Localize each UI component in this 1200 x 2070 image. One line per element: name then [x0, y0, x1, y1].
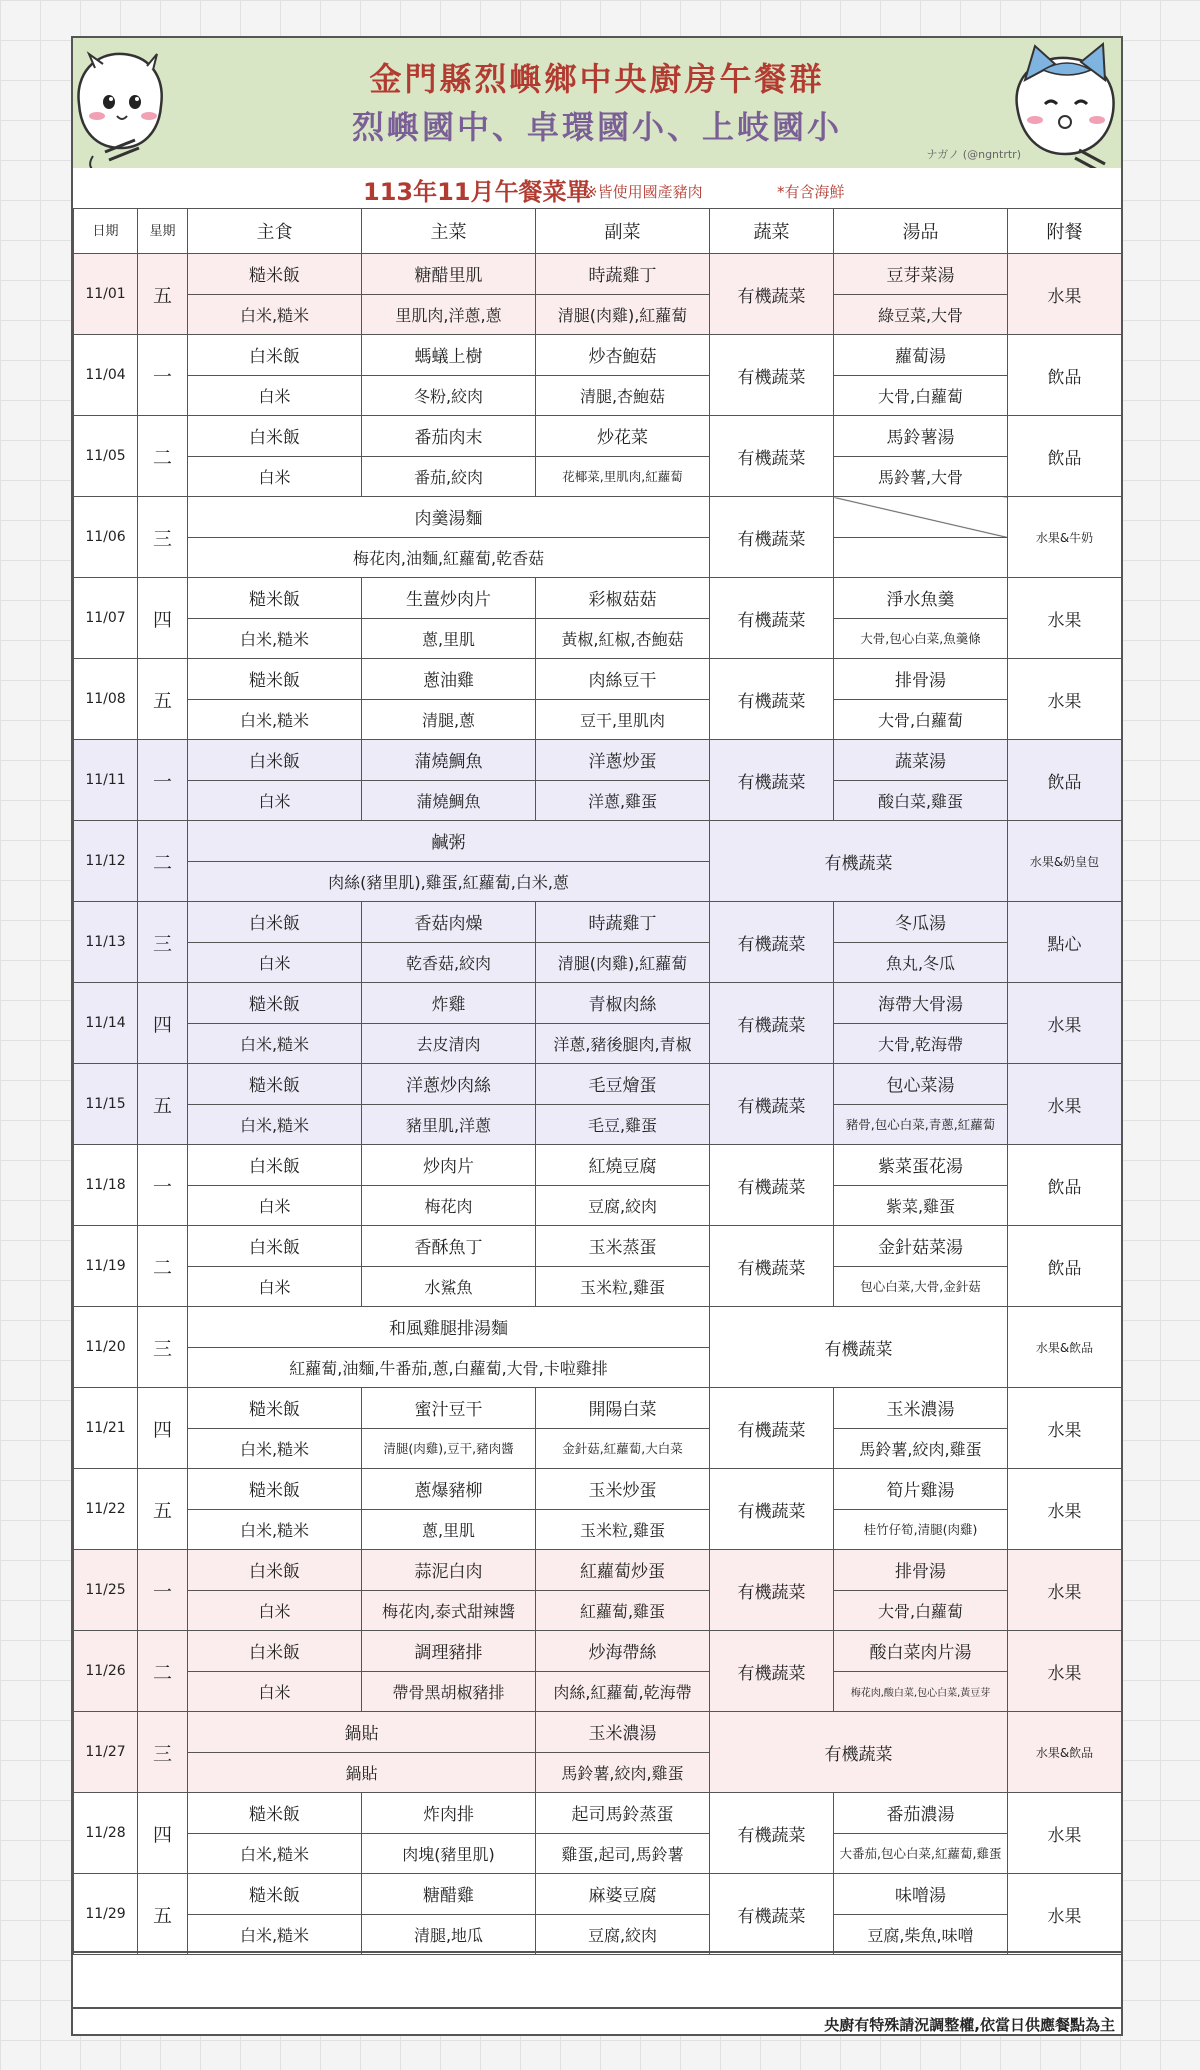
- side-dish-ingredients: 洋蔥,豬後腿肉,青椒: [536, 1023, 710, 1064]
- combined-dish-ingredients: 肉絲(豬里肌),雞蛋,紅蘿蔔,白米,蔥: [188, 861, 710, 902]
- staple-ingredients: 白米: [188, 1185, 362, 1226]
- extra-item: 水果&奶皇包: [1008, 821, 1122, 902]
- staple-ingredients: 白米: [188, 375, 362, 416]
- menu-row-ingredients: [74, 375, 1122, 416]
- veg-dish: 有機蔬菜: [710, 578, 834, 659]
- main-dish-ingredients: 蒲燒鯛魚: [362, 780, 536, 821]
- title-line1: 金門縣烈嶼鄉中央廚房午餐群: [369, 60, 825, 98]
- side-dish: 肉絲豆干: [536, 659, 710, 700]
- menu-row: [74, 1307, 1122, 1348]
- main-dish: 糖醋雞: [362, 1874, 536, 1915]
- soup-dish: 排骨湯: [834, 1550, 1008, 1591]
- staple-dish: 白米飯: [188, 1226, 362, 1267]
- extra-item: 飲品: [1008, 416, 1122, 497]
- extra-item: 水果&飲品: [1008, 1307, 1122, 1388]
- extra-item: 水果: [1008, 659, 1122, 740]
- combined-dish: 鍋貼: [188, 1712, 536, 1753]
- staple-ingredients: 白米: [188, 1590, 362, 1631]
- combined-dish-ingredients: 紅蘿蔔,油麵,牛番茄,蔥,白蘿蔔,大骨,卡啦雞排: [188, 1347, 710, 1388]
- menu-row-ingredients: [74, 780, 1122, 821]
- day-date: 11/22: [74, 1469, 138, 1550]
- side-dish: 紅蘿蔔炒蛋: [536, 1550, 710, 1591]
- menu-row-ingredients: [74, 1509, 1122, 1550]
- side-dish: 麻婆豆腐: [536, 1874, 710, 1915]
- soup-dish: 味噌湯: [834, 1874, 1008, 1915]
- soup-dish: 馬鈴薯湯: [834, 416, 1008, 457]
- side-dish: 起司馬鈴蒸蛋: [536, 1793, 710, 1834]
- veg-dish: 有機蔬菜: [710, 1145, 834, 1226]
- main-dish-ingredients: 蔥,里肌: [362, 618, 536, 659]
- main-dish: 調理豬排: [362, 1631, 536, 1672]
- day-of-week: 二: [138, 416, 188, 497]
- side-dish: 炒海帶絲: [536, 1631, 710, 1672]
- staple-dish: 白米飯: [188, 740, 362, 781]
- menu-row: [74, 1550, 1122, 1591]
- side-dish: 玉米蒸蛋: [536, 1226, 710, 1267]
- side-dish-ingredients: 清腿(肉雞),紅蘿蔔: [536, 294, 710, 335]
- main-dish: 蜜汁豆干: [362, 1388, 536, 1429]
- day-of-week: 一: [138, 740, 188, 821]
- staple-ingredients: 白米,糙米: [188, 1914, 362, 1955]
- main-dish: 炸雞: [362, 983, 536, 1024]
- day-date: 11/12: [74, 821, 138, 902]
- main-dish-ingredients: 冬粉,絞肉: [362, 375, 536, 416]
- veg-dish: 有機蔬菜: [710, 1631, 834, 1712]
- staple-ingredients: 白米: [188, 942, 362, 983]
- main-dish-ingredients: 清腿,地瓜: [362, 1914, 536, 1955]
- col-dow: 星期: [138, 209, 188, 254]
- side-dish: 玉米炒蛋: [536, 1469, 710, 1510]
- veg-dish: 有機蔬菜: [710, 740, 834, 821]
- main-dish-ingredients: 蔥,里肌: [362, 1509, 536, 1550]
- soup-ingredients: 梅花肉,酸白菜,包心白菜,黃豆芽: [834, 1671, 1008, 1712]
- staple-dish: 糙米飯: [188, 983, 362, 1024]
- side-dish: 炒杏鮑菇: [536, 335, 710, 376]
- extra-item: 飲品: [1008, 1226, 1122, 1307]
- extra-item: 飲品: [1008, 740, 1122, 821]
- col-extra: 附餐: [1008, 209, 1122, 254]
- main-dish-ingredients: 帶骨黑胡椒豬排: [362, 1671, 536, 1712]
- staple-dish: 糙米飯: [188, 659, 362, 700]
- side-dish: 毛豆燴蛋: [536, 1064, 710, 1105]
- extra-item: 水果: [1008, 1550, 1122, 1631]
- side-dish-ingredients: 豆干,里肌肉: [536, 699, 710, 740]
- menu-row: [74, 1631, 1122, 1672]
- veg-dish: 有機蔬菜: [710, 1226, 834, 1307]
- main-dish: 蔥爆豬柳: [362, 1469, 536, 1510]
- day-date: 11/08: [74, 659, 138, 740]
- day-date: 11/05: [74, 416, 138, 497]
- artist-credit: ナガノ (@ngntrtr): [926, 148, 1021, 161]
- main-dish: 炸肉排: [362, 1793, 536, 1834]
- day-of-week: 五: [138, 1469, 188, 1550]
- main-dish: 番茄肉末: [362, 416, 536, 457]
- side-dish-ingredients: 清腿(肉雞),紅蘿蔔: [536, 942, 710, 983]
- staple-ingredients: 白米,糙米: [188, 699, 362, 740]
- soup-ingredients: 綠豆菜,大骨: [834, 294, 1008, 335]
- side-dish-ingredients: 豆腐,絞肉: [536, 1914, 710, 1955]
- day-date: 11/20: [74, 1307, 138, 1388]
- day-of-week: 四: [138, 578, 188, 659]
- soup-ingredients: 豆腐,柴魚,味噌: [834, 1914, 1008, 1955]
- staple-dish: 糙米飯: [188, 1064, 362, 1105]
- staple-dish: 白米飯: [188, 902, 362, 943]
- side-dish-ingredients: 清腿,杏鮑菇: [536, 375, 710, 416]
- soup-dish: 豆芽菜湯: [834, 254, 1008, 295]
- day-of-week: 四: [138, 983, 188, 1064]
- soup-dish: 筍片雞湯: [834, 1469, 1008, 1510]
- day-of-week: 四: [138, 1388, 188, 1469]
- day-date: 11/19: [74, 1226, 138, 1307]
- side-dish-ingredients: 玉米粒,雞蛋: [536, 1509, 710, 1550]
- soup-empty-cell: [834, 497, 1008, 538]
- combined-dish-ingredients: 鍋貼: [188, 1752, 536, 1793]
- menu-row-ingredients: [74, 942, 1122, 983]
- day-date: 11/11: [74, 740, 138, 821]
- soup-dish: 紫菜蛋花湯: [834, 1145, 1008, 1186]
- seafood-note: *有含海鮮: [777, 183, 845, 201]
- day-of-week: 三: [138, 497, 188, 578]
- veg-dish: 有機蔬菜: [710, 983, 834, 1064]
- menu-row: [74, 821, 1122, 862]
- veg-dish: 有機蔬菜: [710, 1550, 834, 1631]
- staple-ingredients: 白米,糙米: [188, 1509, 362, 1550]
- side-dish-ingredients: 馬鈴薯,絞肉,雞蛋: [536, 1752, 710, 1793]
- side-dish: 時蔬雞丁: [536, 902, 710, 943]
- veg-dish: 有機蔬菜: [710, 659, 834, 740]
- veg-dish: 有機蔬菜: [710, 902, 834, 983]
- veg-dish: 有機蔬菜: [710, 1064, 834, 1145]
- extra-item: 水果: [1008, 254, 1122, 335]
- menu-row-ingredients: [74, 294, 1122, 335]
- day-of-week: 二: [138, 1631, 188, 1712]
- extra-item: 水果: [1008, 1388, 1122, 1469]
- side-dish-ingredients: 豆腐,絞肉: [536, 1185, 710, 1226]
- veg-dish: 有機蔬菜: [710, 497, 834, 578]
- soup-ingredients: 大骨,包心白菜,魚羹條: [834, 618, 1008, 659]
- menu-table: [73, 208, 1122, 1955]
- staple-dish: 糙米飯: [188, 1469, 362, 1510]
- main-dish-ingredients: 番茄,絞肉: [362, 456, 536, 497]
- soup-ingredients: 大番茄,包心白菜,紅蘿蔔,雞蛋: [834, 1833, 1008, 1874]
- side-dish: 炒花菜: [536, 416, 710, 457]
- day-date: 11/26: [74, 1631, 138, 1712]
- staple-ingredients: 白米,糙米: [188, 294, 362, 335]
- side-dish: 玉米濃湯: [536, 1712, 710, 1753]
- soup-dish: 海帶大骨湯: [834, 983, 1008, 1024]
- main-dish: 蒲燒鯛魚: [362, 740, 536, 781]
- side-dish-ingredients: 玉米粒,雞蛋: [536, 1266, 710, 1307]
- menu-row-ingredients: [74, 1104, 1122, 1145]
- side-dish-ingredients: 黃椒,紅椒,杏鮑菇: [536, 618, 710, 659]
- menu-row: [74, 1145, 1122, 1186]
- soup-ingredients: 大骨,乾海帶: [834, 1023, 1008, 1064]
- menu-row-ingredients: [74, 1023, 1122, 1064]
- soup-dish: 酸白菜肉片湯: [834, 1631, 1008, 1672]
- day-of-week: 二: [138, 821, 188, 902]
- soup-ingredients: 魚丸,冬瓜: [834, 942, 1008, 983]
- day-of-week: 三: [138, 902, 188, 983]
- side-dish: 時蔬雞丁: [536, 254, 710, 295]
- staple-dish: 糙米飯: [188, 1793, 362, 1834]
- extra-item: 水果&牛奶: [1008, 497, 1122, 578]
- combined-dish: 鹹粥: [188, 821, 710, 862]
- soup-ingredients: 馬鈴薯,絞肉,雞蛋: [834, 1428, 1008, 1469]
- extra-item: 水果: [1008, 578, 1122, 659]
- main-dish: 炒肉片: [362, 1145, 536, 1186]
- menu-row: [74, 578, 1122, 619]
- staple-dish: 糙米飯: [188, 1874, 362, 1915]
- extra-item: 水果: [1008, 1631, 1122, 1712]
- staple-ingredients: 白米,糙米: [188, 1023, 362, 1064]
- menu-row-ingredients: [74, 537, 1122, 578]
- menu-row-ingredients: [74, 1185, 1122, 1226]
- menu-row-ingredients: [74, 618, 1122, 659]
- veg-dish: 有機蔬菜: [710, 1469, 834, 1550]
- col-side: 副菜: [536, 209, 710, 254]
- day-date: 11/04: [74, 335, 138, 416]
- staple-ingredients: 白米,糙米: [188, 1104, 362, 1145]
- day-of-week: 五: [138, 1064, 188, 1145]
- side-dish: 紅燒豆腐: [536, 1145, 710, 1186]
- day-of-week: 一: [138, 335, 188, 416]
- day-date: 11/06: [74, 497, 138, 578]
- soup-dish: 玉米濃湯: [834, 1388, 1008, 1429]
- soup-ingredients: 紫菜,雞蛋: [834, 1185, 1008, 1226]
- menu-row: [74, 335, 1122, 376]
- menu-row: [74, 1874, 1122, 1915]
- extra-item: 水果: [1008, 1793, 1122, 1874]
- side-dish-ingredients: 雞蛋,起司,馬鈴薯: [536, 1833, 710, 1874]
- soup-ingredients: 桂竹仔筍,清腿(肉雞): [834, 1509, 1008, 1550]
- day-date: 11/28: [74, 1793, 138, 1874]
- main-dish-ingredients: 肉塊(豬里肌): [362, 1833, 536, 1874]
- combined-dish-ingredients: 梅花肉,油麵,紅蘿蔔,乾香菇: [188, 537, 710, 578]
- main-dish: 螞蟻上樹: [362, 335, 536, 376]
- col-staple: 主食: [188, 209, 362, 254]
- col-date: 日期: [74, 209, 138, 254]
- extra-item: 水果: [1008, 1874, 1122, 1955]
- veg-dish: 有機蔬菜: [710, 335, 834, 416]
- day-of-week: 五: [138, 659, 188, 740]
- main-dish: 洋蔥炒肉絲: [362, 1064, 536, 1105]
- veg-dish: 有機蔬菜: [710, 254, 834, 335]
- soup-ingredients: 包心白菜,大骨,金針菇: [834, 1266, 1008, 1307]
- soup-dish: 蔬菜湯: [834, 740, 1008, 781]
- main-dish: 香菇肉燥: [362, 902, 536, 943]
- extra-item: 水果: [1008, 983, 1122, 1064]
- day-date: 11/21: [74, 1388, 138, 1469]
- staple-ingredients: 白米: [188, 456, 362, 497]
- header-banner: [73, 38, 1121, 170]
- soup-ingredients: 大骨,白蘿蔔: [834, 375, 1008, 416]
- menu-sheet: [71, 36, 1123, 2036]
- staple-dish: 白米飯: [188, 1550, 362, 1591]
- menu-row: [74, 740, 1122, 781]
- footer-note: 央廚有特殊請況調整權,依當日供應餐點為主: [824, 2016, 1115, 2034]
- main-dish-ingredients: 清腿,蔥: [362, 699, 536, 740]
- soup-dish: 金針菇菜湯: [834, 1226, 1008, 1267]
- day-of-week: 一: [138, 1550, 188, 1631]
- veg-dish: 有機蔬菜: [710, 416, 834, 497]
- soup-ingredients: 酸白菜,雞蛋: [834, 780, 1008, 821]
- staple-ingredients: 白米,糙米: [188, 1833, 362, 1874]
- main-dish: 糖醋里肌: [362, 254, 536, 295]
- day-of-week: 一: [138, 1145, 188, 1226]
- menu-row-ingredients: [74, 1590, 1122, 1631]
- side-dish: 開陽白菜: [536, 1388, 710, 1429]
- menu-row: [74, 1388, 1122, 1429]
- side-dish-ingredients: 花椰菜,里肌肉,紅蘿蔔: [536, 456, 710, 497]
- main-dish-ingredients: 去皮清肉: [362, 1023, 536, 1064]
- side-dish-ingredients: 毛豆,雞蛋: [536, 1104, 710, 1145]
- menu-row-ingredients: [74, 1428, 1122, 1469]
- extra-item: 水果: [1008, 1064, 1122, 1145]
- main-dish-ingredients: 豬里肌,洋蔥: [362, 1104, 536, 1145]
- extra-item: 水果&飲品: [1008, 1712, 1122, 1793]
- menu-row-ingredients: [74, 1914, 1122, 1955]
- soup-dish: 排骨湯: [834, 659, 1008, 700]
- main-dish-ingredients: 清腿(肉雞),豆干,豬肉醬: [362, 1428, 536, 1469]
- staple-ingredients: 白米,糙米: [188, 618, 362, 659]
- day-date: 11/18: [74, 1145, 138, 1226]
- side-dish: 彩椒菇菇: [536, 578, 710, 619]
- extra-item: 飲品: [1008, 1145, 1122, 1226]
- menu-row-ingredients: [74, 1671, 1122, 1712]
- main-dish-ingredients: 水鯊魚: [362, 1266, 536, 1307]
- menu-row: [74, 1712, 1122, 1753]
- staple-ingredients: 白米: [188, 780, 362, 821]
- day-date: 11/07: [74, 578, 138, 659]
- day-of-week: 三: [138, 1307, 188, 1388]
- side-dish: 青椒肉絲: [536, 983, 710, 1024]
- title-line2: 烈嶼國中、卓環國小、上岐國小: [351, 108, 842, 146]
- day-of-week: 四: [138, 1793, 188, 1874]
- main-dish-ingredients: 乾香菇,絞肉: [362, 942, 536, 983]
- veg-dish: 有機蔬菜: [710, 821, 1008, 902]
- soup-dish: 蘿蔔湯: [834, 335, 1008, 376]
- soup-empty-ingredients: [834, 537, 1008, 578]
- side-dish-ingredients: 金針菇,紅蘿蔔,大白菜: [536, 1428, 710, 1469]
- veg-dish: 有機蔬菜: [710, 1388, 834, 1469]
- menu-row-ingredients: [74, 1266, 1122, 1307]
- day-date: 11/13: [74, 902, 138, 983]
- day-date: 11/01: [74, 254, 138, 335]
- main-dish-ingredients: 里肌肉,洋蔥,蔥: [362, 294, 536, 335]
- pork-note: ※皆使用國產豬肉: [585, 183, 703, 201]
- main-dish: 生薑炒肉片: [362, 578, 536, 619]
- veg-dish: 有機蔬菜: [710, 1307, 1008, 1388]
- soup-ingredients: 大骨,白蘿蔔: [834, 699, 1008, 740]
- menu-row-ingredients: [74, 699, 1122, 740]
- menu-row: [74, 983, 1122, 1024]
- staple-ingredients: 白米: [188, 1266, 362, 1307]
- col-main: 主菜: [362, 209, 536, 254]
- soup-dish: 冬瓜湯: [834, 902, 1008, 943]
- menu-row: [74, 1793, 1122, 1834]
- soup-ingredients: 大骨,白蘿蔔: [834, 1590, 1008, 1631]
- day-of-week: 五: [138, 254, 188, 335]
- side-dish-ingredients: 肉絲,紅蘿蔔,乾海帶: [536, 1671, 710, 1712]
- day-date: 11/25: [74, 1550, 138, 1631]
- main-dish: 蔥油雞: [362, 659, 536, 700]
- staple-dish: 糙米飯: [188, 1388, 362, 1429]
- side-dish-ingredients: 紅蘿蔔,雞蛋: [536, 1590, 710, 1631]
- staple-dish: 糙米飯: [188, 578, 362, 619]
- staple-dish: 白米飯: [188, 1631, 362, 1672]
- menu-row: [74, 1469, 1122, 1510]
- main-dish: 蒜泥白肉: [362, 1550, 536, 1591]
- day-of-week: 五: [138, 1874, 188, 1955]
- menu-row: [74, 416, 1122, 457]
- staple-ingredients: 白米,糙米: [188, 1428, 362, 1469]
- menu-row: [74, 254, 1122, 295]
- col-veg: 蔬菜: [710, 209, 834, 254]
- day-date: 11/15: [74, 1064, 138, 1145]
- day-date: 11/27: [74, 1712, 138, 1793]
- veg-dish: 有機蔬菜: [710, 1793, 834, 1874]
- staple-dish: 白米飯: [188, 1145, 362, 1186]
- menu-row: [74, 497, 1122, 538]
- month-subheader: [73, 168, 1121, 210]
- staple-ingredients: 白米: [188, 1671, 362, 1712]
- menu-row-ingredients: [74, 1833, 1122, 1874]
- combined-dish: 和風雞腿排湯麵: [188, 1307, 710, 1348]
- footer-blank-row: [73, 1951, 1121, 2009]
- soup-ingredients: 豬骨,包心白菜,青蔥,紅蘿蔔: [834, 1104, 1008, 1145]
- soup-dish: 淨水魚羹: [834, 578, 1008, 619]
- main-dish-ingredients: 梅花肉: [362, 1185, 536, 1226]
- day-date: 11/29: [74, 1874, 138, 1955]
- menu-row: [74, 1226, 1122, 1267]
- side-dish: 洋蔥炒蛋: [536, 740, 710, 781]
- side-dish-ingredients: 洋蔥,雞蛋: [536, 780, 710, 821]
- day-of-week: 二: [138, 1226, 188, 1307]
- extra-item: 飲品: [1008, 335, 1122, 416]
- main-dish: 香酥魚丁: [362, 1226, 536, 1267]
- menu-row: [74, 659, 1122, 700]
- menu-row-ingredients: [74, 456, 1122, 497]
- day-of-week: 三: [138, 1712, 188, 1793]
- table-header-row: [74, 209, 1122, 254]
- menu-row: [74, 902, 1122, 943]
- soup-ingredients: 馬鈴薯,大骨: [834, 456, 1008, 497]
- main-dish-ingredients: 梅花肉,泰式甜辣醬: [362, 1590, 536, 1631]
- soup-dish: 包心菜湯: [834, 1064, 1008, 1105]
- month-title: 113年11月午餐菜單: [363, 178, 591, 206]
- staple-dish: 白米飯: [188, 335, 362, 376]
- menu-row: [74, 1064, 1122, 1105]
- col-soup: 湯品: [834, 209, 1008, 254]
- day-date: 11/14: [74, 983, 138, 1064]
- combined-dish: 肉羹湯麵: [188, 497, 710, 538]
- extra-item: 水果: [1008, 1469, 1122, 1550]
- veg-dish: 有機蔬菜: [710, 1712, 1008, 1793]
- soup-dish: 番茄濃湯: [834, 1793, 1008, 1834]
- staple-dish: 白米飯: [188, 416, 362, 457]
- staple-dish: 糙米飯: [188, 254, 362, 295]
- veg-dish: 有機蔬菜: [710, 1874, 834, 1955]
- extra-item: 點心: [1008, 902, 1122, 983]
